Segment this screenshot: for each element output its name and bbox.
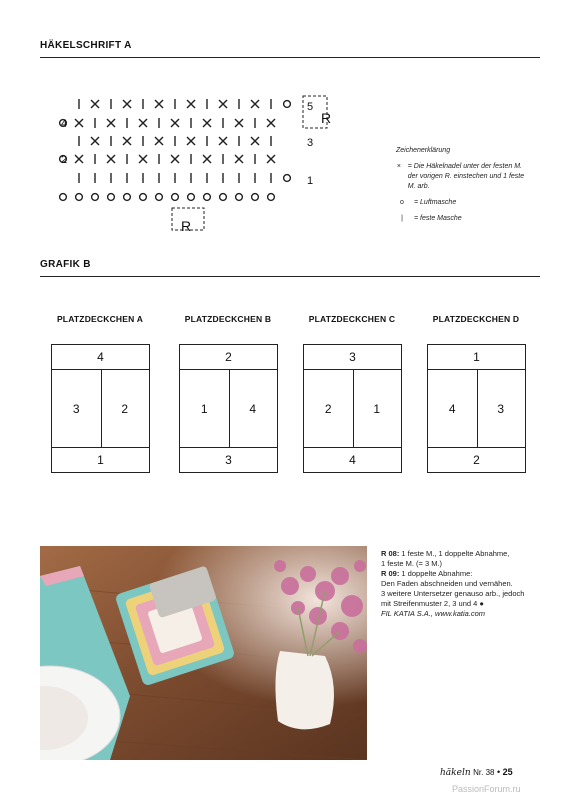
mat-a-middle bbox=[52, 369, 149, 448]
section-a-title: HÄKELSCHRIFT A bbox=[40, 40, 132, 51]
pattern-text bbox=[381, 549, 541, 619]
pattern-line4: 3 weitere Untersetzer genauso arb., jedoch bbox=[381, 589, 525, 598]
mat-c-bottom: 4 bbox=[304, 447, 401, 472]
r09-text: 1 doppelte Abnahme: bbox=[399, 569, 473, 578]
legend-title: Zeichenerklärung bbox=[396, 147, 451, 154]
mat-b bbox=[179, 344, 278, 473]
legend-item-x bbox=[396, 162, 531, 192]
chain-stitch-symbol bbox=[156, 194, 163, 201]
r08-text2: 1 feste M. (= 3 M.) bbox=[381, 559, 443, 568]
chain-stitch-symbol bbox=[76, 194, 83, 201]
mat-d-top: 1 bbox=[428, 345, 525, 370]
chain-stitch-symbol bbox=[284, 175, 291, 182]
mat-c-left: 2 bbox=[304, 369, 354, 448]
section-a-rule bbox=[40, 57, 540, 58]
mat-b-label: PLATZDECKCHEN B bbox=[184, 314, 272, 324]
chain-stitch-symbol bbox=[204, 194, 211, 201]
chain-stitch-symbol bbox=[284, 101, 291, 108]
mat-c bbox=[303, 344, 402, 473]
row-label-1: 1 bbox=[307, 175, 314, 187]
row-label-5: 5 bbox=[307, 101, 314, 113]
magazine-brand: häkeln bbox=[440, 768, 471, 778]
issue-number: Nr. 38 bbox=[473, 768, 495, 777]
chain-stitch-symbol bbox=[108, 194, 115, 201]
bullet-separator-icon: • bbox=[497, 767, 501, 777]
mat-a bbox=[51, 344, 150, 473]
mat-c-middle bbox=[304, 369, 401, 448]
page-footer bbox=[440, 767, 513, 778]
section-b-title: GRAFIK B bbox=[40, 259, 91, 270]
mat-d bbox=[427, 344, 526, 473]
legend-text-x: = Die Häkelnadel unter der festen M. der vorigen R. einstechen und 1 feste M. arb. bbox=[407, 163, 525, 190]
coasters-photo bbox=[40, 546, 367, 760]
mat-d-middle bbox=[428, 369, 525, 448]
section-b-rule bbox=[40, 276, 540, 277]
mat-a-top: 4 bbox=[52, 345, 149, 370]
page-number: 25 bbox=[502, 767, 513, 777]
mat-b-left: 1 bbox=[180, 369, 230, 448]
watermark: PassionForum.ru bbox=[452, 784, 521, 794]
repeat-label-bottom: R bbox=[181, 218, 192, 234]
chain-stitch-symbol bbox=[220, 194, 227, 201]
row-label-3: 3 bbox=[307, 137, 314, 149]
mat-d-bottom: 2 bbox=[428, 447, 525, 472]
mat-a-bottom: 1 bbox=[52, 447, 149, 472]
crochet-chart bbox=[55, 92, 355, 242]
mat-b-right: 4 bbox=[249, 401, 257, 416]
chain-stitch-symbol bbox=[92, 194, 99, 201]
circle-symbol-icon: o bbox=[400, 199, 404, 206]
chain-stitch-symbol bbox=[236, 194, 243, 201]
mat-a-left: 3 bbox=[52, 369, 102, 448]
chain-stitch-symbol bbox=[188, 194, 195, 201]
legend bbox=[396, 146, 531, 224]
legend-text-circle: = Luftmasche bbox=[414, 199, 457, 206]
x-symbol-icon: × bbox=[396, 163, 401, 170]
mat-d-left: 4 bbox=[428, 369, 478, 448]
legend-item-circle bbox=[396, 198, 531, 208]
mat-c-label: PLATZDECKCHEN C bbox=[308, 314, 396, 324]
mat-b-bottom: 3 bbox=[180, 447, 277, 472]
repeat-label-top: R bbox=[321, 110, 332, 126]
chain-stitch-symbol bbox=[140, 194, 147, 201]
mat-c-right: 1 bbox=[373, 401, 381, 416]
bar-symbol-icon: | bbox=[401, 215, 403, 222]
mat-c-top: 3 bbox=[304, 345, 401, 370]
legend-item-bar bbox=[396, 214, 531, 224]
row-label-2: 2 bbox=[61, 154, 68, 166]
r08-text: 1 feste M., 1 doppelte Abnahme, bbox=[399, 549, 510, 558]
pattern-line3: Den Faden abschneiden und vernähen. bbox=[381, 579, 513, 588]
mat-a-right: 2 bbox=[121, 401, 129, 416]
r09-label: R 09: bbox=[381, 569, 400, 578]
mat-d-right: 3 bbox=[497, 401, 505, 416]
chain-stitch-symbol bbox=[172, 194, 179, 201]
mat-b-middle bbox=[180, 369, 277, 448]
chain-stitch-symbol bbox=[60, 194, 67, 201]
pattern-credit: FIL KATIA S.A., www.katia.com bbox=[381, 609, 486, 618]
legend-text-bar: = feste Masche bbox=[414, 215, 462, 222]
row-label-4: 4 bbox=[61, 118, 68, 130]
mat-a-label: PLATZDECKCHEN A bbox=[56, 314, 144, 324]
chain-stitch-symbol bbox=[252, 194, 259, 201]
pattern-line5: mit Streifenmuster 2, 3 und 4 ● bbox=[381, 599, 484, 608]
mat-d-label: PLATZDECKCHEN D bbox=[432, 314, 520, 324]
r08-label: R 08: bbox=[381, 549, 400, 558]
chain-stitch-symbol bbox=[268, 194, 275, 201]
chain-stitch-symbol bbox=[124, 194, 131, 201]
mat-b-top: 2 bbox=[180, 345, 277, 370]
white-vase bbox=[275, 651, 334, 729]
